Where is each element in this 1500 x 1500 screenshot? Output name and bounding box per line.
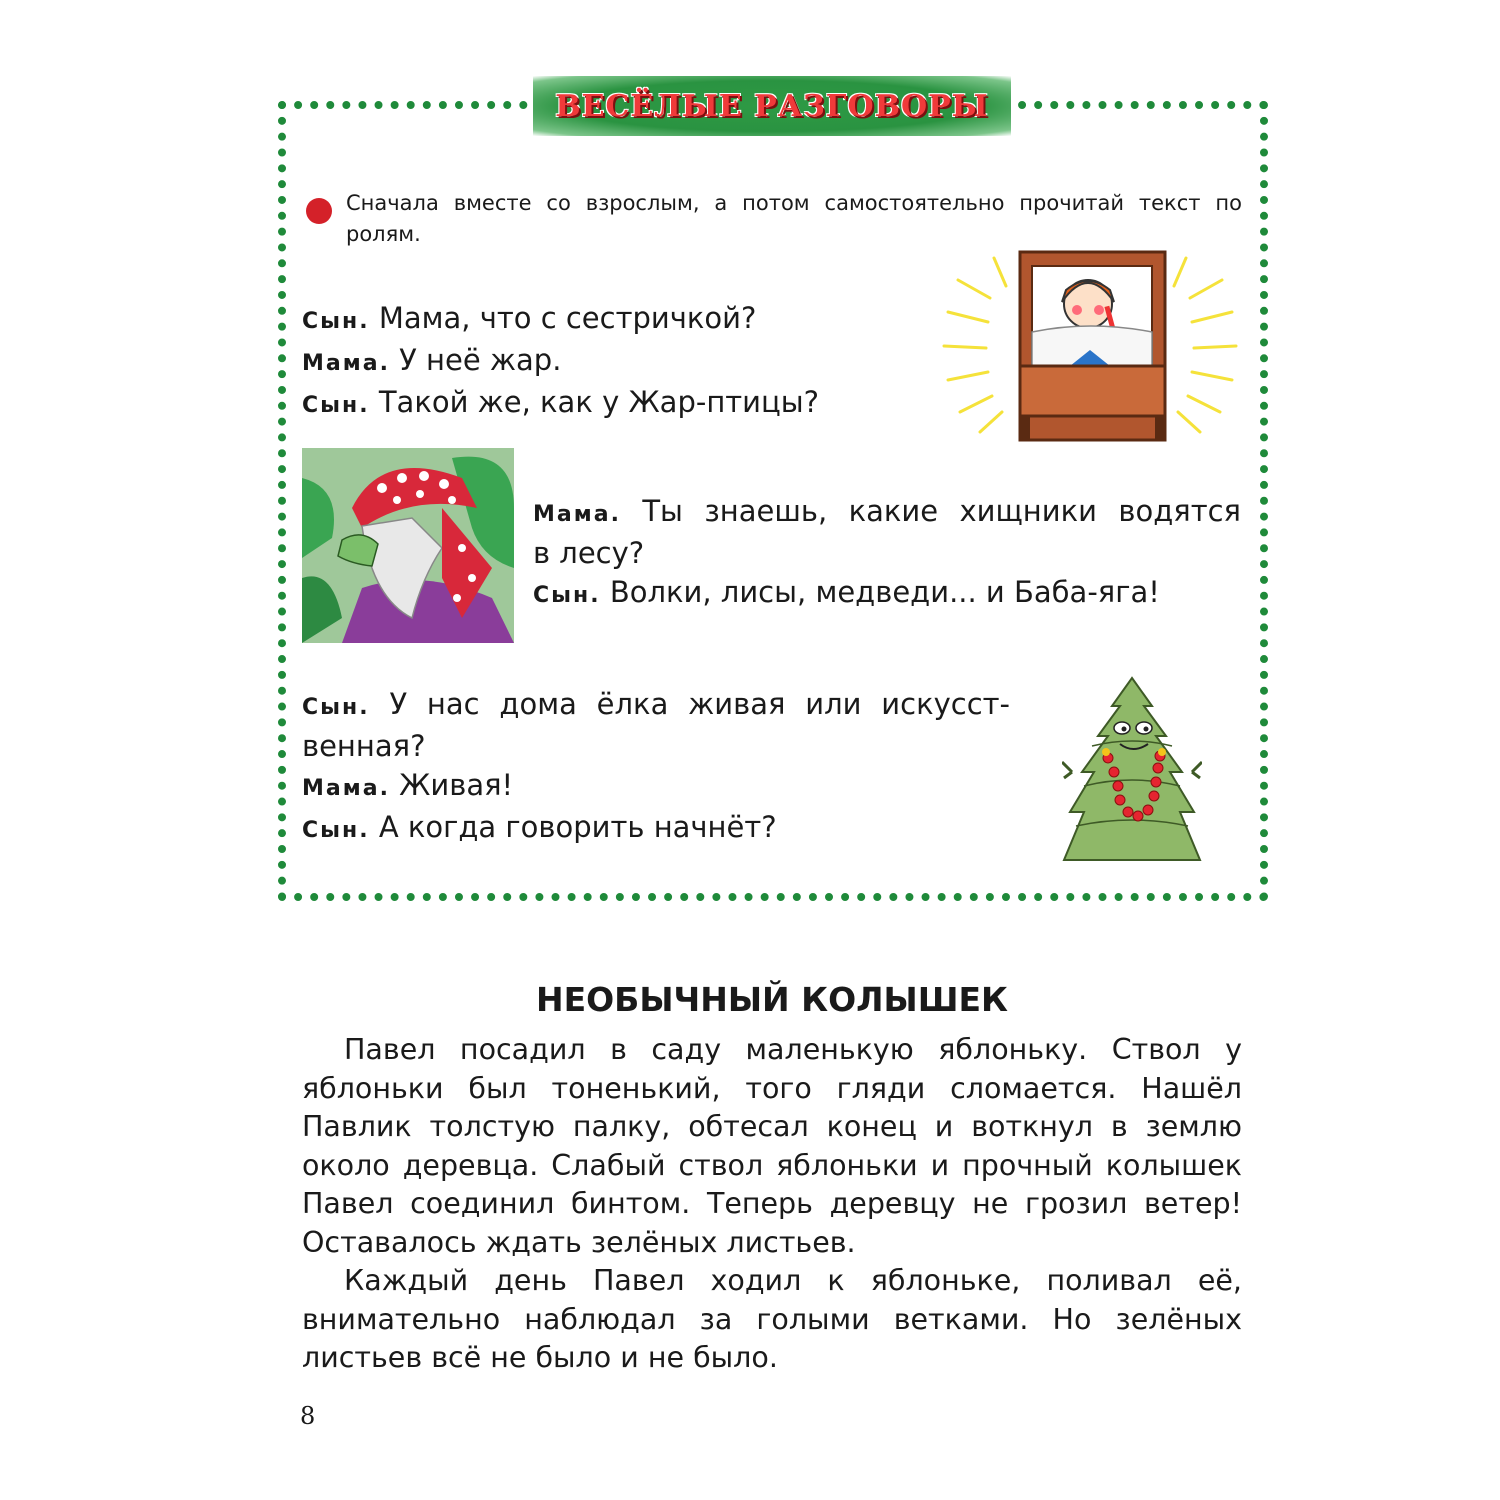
line-text: Такой же, как у Жар-птицы? <box>378 385 820 419</box>
line-text: У неё жар. <box>399 343 562 377</box>
story-paragraph: Павел посадил в саду маленькую яблоньку. Ствол у яблоньки был тоненький, того гляди сломается. Нашёл Павлик толстую палку, обтесал конец и воткнул в землю около деревца. Слабый ствол яблоньки и прочный колышек Павел соединил бинтом. Теперь деревцу не грозил ветер! Оставалось ждать зелёных листьев. <box>302 1033 1242 1259</box>
sick-girl-in-bed-illustration <box>940 250 1240 445</box>
line-text: Волки, лисы, медведи... и Баба-яга! <box>609 575 1160 609</box>
speaker: Сын. <box>302 309 370 334</box>
line-text: А когда говорить начнёт? <box>378 810 777 844</box>
dialogue-line <box>302 685 1010 727</box>
story-body <box>302 1031 1242 1378</box>
speaker: Мама. <box>533 502 621 527</box>
dialogue-line <box>302 299 922 341</box>
dialogue-line <box>302 808 1010 850</box>
dialogue-line <box>302 766 1010 808</box>
story-title: НЕОБЫЧНЫЙ КОЛЫШЕК <box>535 980 1009 1019</box>
line-text: Ты знаешь, какие хищники водятся <box>642 494 1241 528</box>
talking-fir-tree-illustration <box>1062 676 1202 866</box>
dialogue-2 <box>533 492 1241 615</box>
dialogue-line <box>533 492 1241 534</box>
page-number: 8 <box>300 1402 316 1430</box>
baba-yaga-illustration <box>302 448 514 643</box>
dialogue-line-continuation: венная? <box>302 729 426 763</box>
speaker: Мама. <box>302 776 390 801</box>
speaker: Сын. <box>533 583 601 608</box>
header-title: ВЕСЁЛЫЕ РАЗГОВОРЫ <box>555 88 989 124</box>
dialogue-3 <box>302 685 1010 850</box>
header-banner <box>533 76 1011 136</box>
story-paragraph: Каждый день Павел ходил к яблоньке, поливал её, внимательно наблюдал за голыми ветками. Но зелёных листьев всё не было и не было. <box>302 1264 1242 1374</box>
dialogue-line-continuation: в лесу? <box>533 536 645 570</box>
speaker: Сын. <box>302 818 370 843</box>
instruction-text: Сначала вместе со взрослым, а потом самостоятельно прочитай текст по ролям. <box>346 191 1242 246</box>
speaker: Мама. <box>302 351 390 376</box>
line-text: Живая! <box>399 768 514 802</box>
line-text: У нас дома ёлка живая или искусст- <box>389 687 1011 721</box>
speaker: Сын. <box>302 393 370 418</box>
dialogue-1 <box>302 299 922 425</box>
line-text: Мама, что с сестричкой? <box>378 301 757 335</box>
red-bullet-icon <box>306 198 332 224</box>
dialogue-line <box>302 341 922 383</box>
speaker: Сын. <box>302 695 370 720</box>
dialogue-line <box>302 383 922 425</box>
dialogue-line <box>533 573 1241 615</box>
